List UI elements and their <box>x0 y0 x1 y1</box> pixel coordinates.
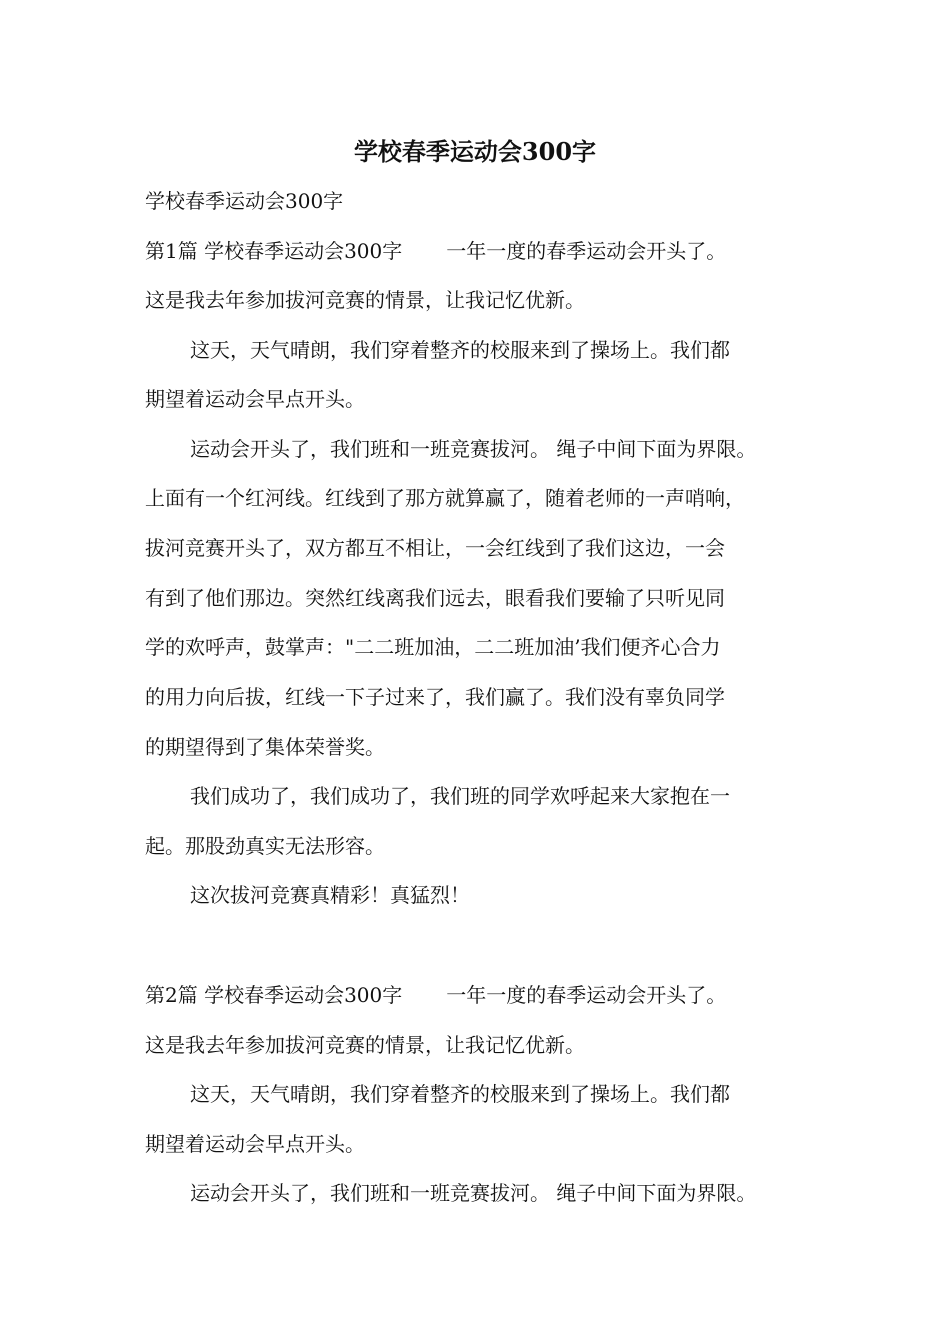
article-1-line-1: 这是我去年参加拔河竞赛的情景，让我记忆优新。 <box>145 288 585 312</box>
article-2-first-line <box>145 980 726 1010</box>
article-1-line-9: 的用力向后拔，红线一下子过来了，我们赢了。我们没有辜负同学 <box>145 685 725 709</box>
article-1-line-2: 这天，天气晴朗，我们穿着整齐的校服来到了操场上。我们都 <box>190 338 730 362</box>
document-title: 学校春季运动会300字 <box>353 137 597 166</box>
article-1-line-0: 一年一度的春季运动会开头了。 <box>446 239 727 263</box>
article-1-line-3: 期望着运动会早点开头。 <box>145 387 365 411</box>
article-1-first-line <box>145 236 726 266</box>
article-1-line-12: 起。那股劲真实无法形容。 <box>145 834 385 858</box>
article-1-heading: 第1篇 学校春季运动会300字 <box>145 239 403 263</box>
article-1-line-4: 运动会开头了，我们班和一班竞赛拔河。 绳子中间下面为界限。 <box>190 437 757 461</box>
article-2-line-3: 期望着运动会早点开头。 <box>145 1132 365 1156</box>
article-1-line-13: 这次拔河竞赛真精彩！真猛烈！ <box>190 883 470 907</box>
article-1-line-8: 学的欢呼声，鼓掌声："二二班加油，二二班加油’我们便齐心合力 <box>145 635 721 659</box>
article-1-line-10: 的期望得到了集体荣誉奖。 <box>145 735 385 759</box>
article-1-line-5: 上面有一个红河线。红线到了那方就算赢了，随着老师的一声哨响， <box>145 486 745 510</box>
article-2-line-4: 运动会开头了，我们班和一班竞赛拔河。 绳子中间下面为界限。 <box>190 1181 757 1205</box>
article-2-line-1: 这是我去年参加拔河竞赛的情景，让我记忆优新。 <box>145 1033 585 1057</box>
article-2-line-2: 这天，天气晴朗，我们穿着整齐的校服来到了操场上。我们都 <box>190 1082 730 1106</box>
document-subtitle: 学校春季运动会300字 <box>145 189 344 213</box>
article-2-line-0: 一年一度的春季运动会开头了。 <box>446 983 727 1007</box>
article-2-heading: 第2篇 学校春季运动会300字 <box>145 983 403 1007</box>
article-1-line-7: 有到了他们那边。突然红线离我们远去，眼看我们要输了只听见同 <box>145 586 725 610</box>
article-1-line-6: 拔河竞赛开头了，双方都互不相让，一会红线到了我们这边，一会 <box>145 536 725 560</box>
article-1-line-11: 我们成功了，我们成功了，我们班的同学欢呼起来大家抱在一 <box>190 784 730 808</box>
